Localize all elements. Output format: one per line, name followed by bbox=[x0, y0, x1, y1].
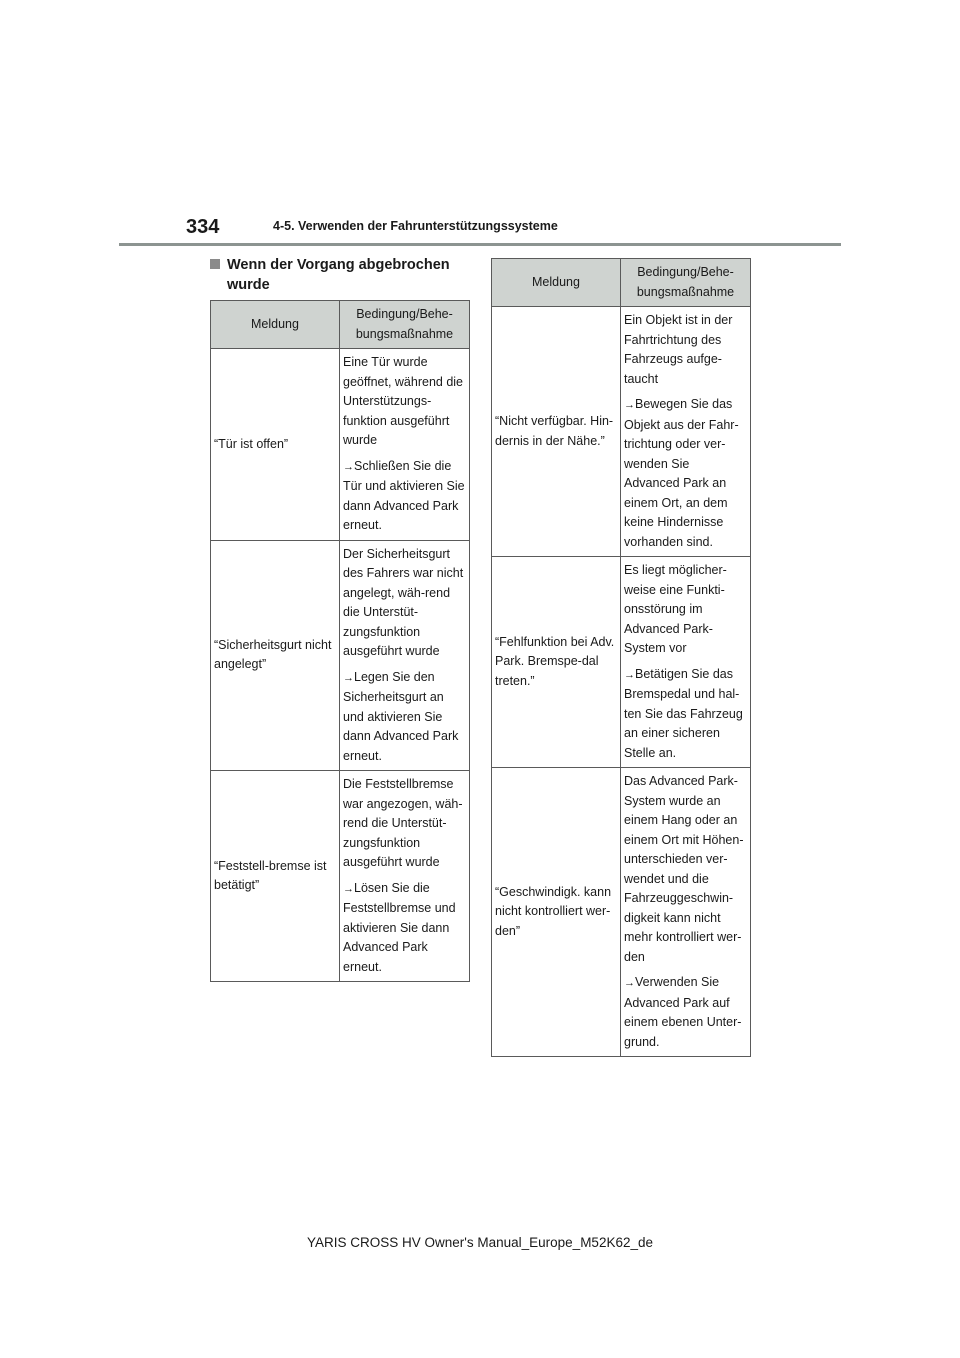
condition-text: Ein Objekt ist in der Fahrtrichtung des Fahrzeugs aufge-taucht bbox=[624, 313, 733, 386]
header-divider bbox=[119, 243, 841, 246]
page-number: 334 bbox=[186, 216, 220, 238]
table-row bbox=[492, 768, 751, 1057]
subheading bbox=[210, 255, 470, 295]
square-bullet-icon bbox=[210, 259, 220, 269]
action-label: Betätigen Sie das Bremspedal und hal-ten Sie das Fahrzeug an einer sicheren Stelle an. bbox=[624, 666, 743, 760]
message-cell: “Tür ist offen” bbox=[211, 349, 340, 541]
arrow-right-icon: → bbox=[343, 460, 354, 473]
header-condition bbox=[621, 259, 751, 307]
table-row bbox=[211, 540, 470, 771]
table-row bbox=[492, 307, 751, 557]
action-text bbox=[624, 973, 747, 1052]
subheading-line1: Wenn der Vorgang abgebrochen bbox=[227, 257, 450, 273]
message-table-right bbox=[491, 258, 751, 1057]
condition-cell bbox=[621, 768, 751, 1057]
message-cell: “Fehlfunktion bei Adv. Park. Bremspe-dal treten.” bbox=[492, 557, 621, 768]
action-label: Schließen Sie die Tür und aktivieren Sie dann Advanced Park erneut. bbox=[343, 458, 465, 532]
section-title: 4-5. Verwenden der Fahrunterstützungssysteme bbox=[273, 219, 558, 233]
action-label: Legen Sie den Sicherheitsgurt an und aktivieren Sie dann Advanced Park erneut. bbox=[343, 669, 459, 763]
header-message: Meldung bbox=[492, 259, 621, 307]
subheading-line2: wurde bbox=[227, 277, 270, 293]
condition-text: Der Sicherheitsgurt des Fahrers war nicht angelegt, wäh-rend die Unterstüt-zungsfunktion ausgeführt wurde bbox=[343, 546, 464, 658]
action-text bbox=[624, 665, 747, 764]
message-cell: “Nicht verfügbar. Hin-dernis in der Nähe.” bbox=[492, 307, 621, 557]
footer-manual-id: YARIS CROSS HV Owner's Manual_Europe_M52K62_de bbox=[307, 1235, 653, 1250]
action-text bbox=[343, 457, 466, 536]
message-cell: “Sicherheitsgurt nicht angelegt” bbox=[211, 540, 340, 771]
table-row bbox=[211, 771, 470, 982]
arrow-right-icon: → bbox=[343, 882, 354, 895]
arrow-right-icon: → bbox=[624, 977, 635, 989]
header-condition-line1: Bedingung/Behe- bbox=[637, 265, 734, 279]
action-text bbox=[624, 395, 747, 552]
condition-cell bbox=[340, 349, 470, 541]
message-table-left bbox=[210, 300, 470, 982]
header-condition-line2: bungsmaßnahme bbox=[355, 326, 454, 341]
header-condition bbox=[340, 301, 470, 349]
condition-cell bbox=[340, 540, 470, 771]
action-label: Verwenden Sie Advanced Park auf einem ebenen Unter-grund. bbox=[624, 975, 742, 1049]
table-row bbox=[492, 557, 751, 768]
action-label: Bewegen Sie das Objekt aus der Fahr-trichtung oder ver-wenden Sie Advanced Park an einem Ort, an dem keine Hindernisse vorhanden sind. bbox=[624, 397, 739, 549]
message-cell: “Geschwindigk. kann nicht kontrolliert wer-den” bbox=[492, 768, 621, 1057]
condition-text: Es liegt möglicher-weise eine Funkti-onsstörung im Advanced Park-System vor bbox=[624, 563, 727, 655]
condition-cell bbox=[340, 771, 470, 982]
table-row bbox=[211, 349, 470, 541]
arrow-right-icon: → bbox=[343, 671, 354, 684]
message-cell: “Feststell-bremse ist betätigt” bbox=[211, 771, 340, 982]
header-condition-line2: bungsmaßnahme bbox=[636, 284, 735, 299]
arrow-right-icon: → bbox=[624, 399, 635, 411]
header-condition-line1: Bedingung/Behe- bbox=[356, 307, 453, 321]
condition-text: Eine Tür wurde geöffnet, während die Unterstützungs-funktion ausgeführt wurde bbox=[343, 355, 464, 447]
condition-text: Das Advanced Park-System wurde an einem Hang oder an einem Ort mit Höhen-unterschieden ver-wendet und die Fahrzeuggeschwin-digkeit kann nicht mehr kontrolliert wer-den bbox=[624, 774, 744, 964]
table-header-row bbox=[492, 259, 751, 307]
action-text bbox=[343, 879, 466, 978]
condition-text: Die Feststellbremse war angezogen, wäh-rend die Unterstüt-zungsfunktion ausgeführt wurde bbox=[343, 777, 463, 869]
header-message: Meldung bbox=[211, 301, 340, 349]
condition-cell bbox=[621, 307, 751, 557]
action-label: Lösen Sie die Feststellbremse und aktivieren Sie dann Advanced Park erneut. bbox=[343, 880, 456, 974]
arrow-right-icon: → bbox=[624, 668, 635, 681]
action-text bbox=[343, 668, 466, 767]
condition-cell bbox=[621, 557, 751, 768]
table-header-row bbox=[211, 301, 470, 349]
